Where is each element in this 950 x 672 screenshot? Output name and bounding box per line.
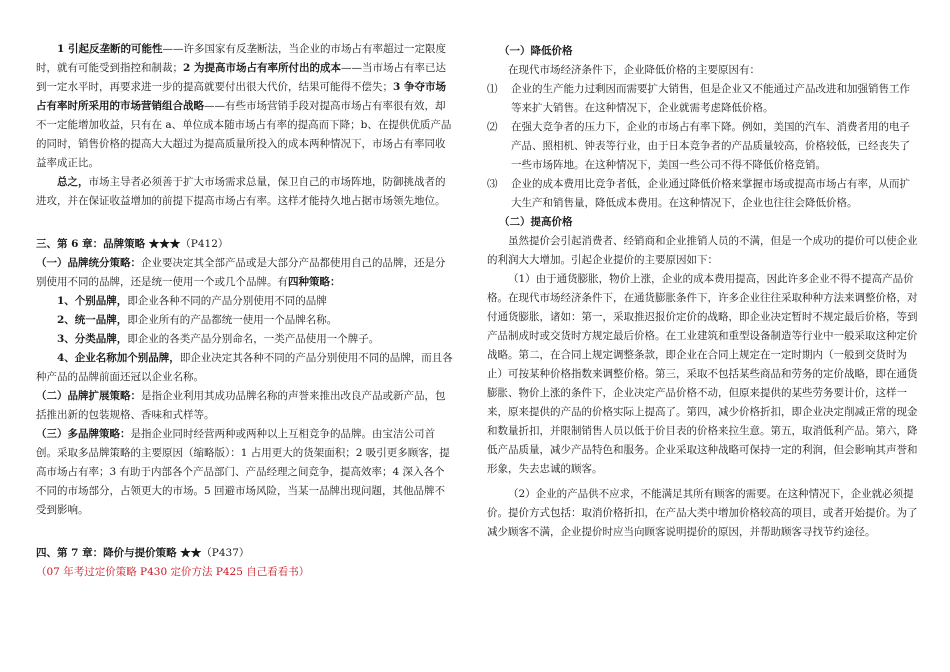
price-cut-heading: （一）降低价格: [499, 45, 573, 57]
price-raise-heading: （二）提高价格: [499, 216, 573, 228]
brand-strategy-item-4: 4、企业名称加个别品牌，即企业决定其各种不同的产品分别使用不同的品牌，而且各种产品的品牌前面还冠以企业名称。: [36, 352, 453, 383]
summary-paragraph: 总之，市场主导者必须善于扩大市场需求总量，保卫自己的市场阵地，防御挑战者的进攻，并在保证收益增加的前提下提高市场占有率。这样才能持久地占据市场领先地位。: [36, 176, 446, 207]
chapter-6-heading: 三、第 6 章：品牌策略 ★★★（P412）: [36, 238, 229, 250]
exam-note: （07 年考过定价策略 P430 定价方法 P425 自己看看书）: [36, 566, 310, 578]
brand-strategy-item-1: 1、个别品牌，即企业各种不同的产品分别使用不同的品牌: [57, 295, 327, 307]
cost-heading: 2 为提高市场占有率所付出的成本: [183, 62, 341, 74]
price-raise-intro: 虽然提价会引起消费者、经销商和企业推销人员的不满，但是一个成功的提价可以使企业的利润大大增加。引起企业提价的主要原因如下：: [487, 235, 918, 266]
brand-strategy-item-2: 2、统一品牌，即企业所有的产品都统一使用一个品牌名称。: [57, 314, 338, 326]
chapter-7-heading: 四、第 7 章：降价与提价策略 ★★（P437）: [36, 547, 250, 559]
price-cut-reason-2: ⑵ 在强大竞争者的压力下，企业的市场占有率下降。例如，美国的汽车、消费者用的电子产品、照相机、钟表等行业，由于日本竞争者的产品质量较高，价格较低，已经丧失了一些市场阵地。在这种情况下，美国一些公司不得不降低价格竞销。: [487, 121, 910, 171]
left-column: [36, 40, 454, 582]
right-column: [487, 42, 919, 542]
price-cut-reason-3: ⑶ 企业的成本费用比竞争者低，企业通过降低价格来掌握市场或提高市场占有率，从而扩大生产和销售量，降低成本费用。在这种情况下，企业也往往会降低价格。: [487, 178, 910, 209]
brand-extension-paragraph: （二）品牌扩展策略：是指企业利用其成功品牌名称的声誉来推出改良产品或新产品，包括推出新的包装规格、香味和式样等。: [36, 390, 446, 421]
price-raise-reason-2: （2）企业的产品供不应求，不能满足其所有顾客的需要。在这种情况下，企业就必须提价。提价方式包括：取消价格折扣，在产品大类中增加价格较高的项目，或者开始提价。为了减少顾客不满，企业提价时应当向顾客说明提价的原因，并帮助顾客寻找节约途径。: [487, 488, 918, 538]
brand-unify-split-paragraph: （一）品牌统分策略：企业要决定其全部产品或是大部分产品都使用自己的品牌，还是分别使用不同的品牌，还是统一使用一个或几个品牌。有四种策略：: [36, 257, 446, 288]
brand-strategy-item-3: 3、分类品牌，即企业的各类产品分别命名，一类产品使用一个牌子。: [57, 333, 380, 345]
price-raise-reason-1: （1）由于通货膨胀，物价上涨，企业的成本费用提高，因此许多企业不得不提高产品价格。在现代市场经济条件下，在通货膨胀条件下，许多企业往往采取种种方法来调整价格，对付通货膨胀，诸如：第一，采取推迟报价定价的战略，即企业决定暂时不规定最后价格，等到产品制成时或交货时方规定最后价格。在工业建筑和重型设备制造等行业中一般采取这种定价战略。第二，在合同上规定调整条款，即企业在合同上规定在一定时期内（一般到交货时为止）可按某种价格指数来调整价格。第三，采取不包括某些商品和劳务的定价战略，即在通货膨胀、物价上涨的条件下，企业决定产品价格不动，但原来提供的某些劳务要计价，这样一来，原来提供的产品的价格实际上提高了。第四，减少价格折扣，即企业决定削减正常的现金和数量折扣，并限制销售人员以低于价目表的价格来拉生意。第五，取消低利产品。第六，降低产品质量，减少产品特色和服务。企业采取这种战略可保持一定的利润，但会影响其声誉和形象，失去忠诚的顾客。: [487, 273, 918, 475]
antitrust-heading: 1 引起反垄断的可能性: [57, 43, 163, 55]
price-cut-reason-1: ⑴ 企业的生产能力过剩因而需要扩大销售，但是企业又不能通过产品改进和加强销售工作等来扩大销售。在这种情况下，企业就需考虑降低价格。: [487, 83, 910, 114]
marketing-mix-heading: 3 争夺市场占有率时所采用的市场营销组合战略: [36, 81, 446, 112]
multi-brand-paragraph: （三）多品牌策略：是指企业同时经营两种或两种以上互相竞争的品牌。由宝洁公司首创。采取多品牌策略的主要原因（缩略版）：1 占用更大的货架面积；2 吸引更多顾客，提高市场占有率；3 有助于内部各个产品部门、产品经理之间竞争，提高效率；4 深入各个不同的市场部分，占领更大的市场。5 回避市场风险，当某一品牌出现问题，其他品牌不受到影响。: [36, 428, 450, 516]
market-share-limits-paragraph: 1 引起反垄断的可能性——许多国家有反垄断法，当企业的市场占有率超过一定限度时，就有可能受到指控和制裁；2 为提高市场占有率所付出的成本——当市场占有率已达到一定水平时，再要求进一步的提高就要付出很大代价，结果可能得不偿失；3 争夺市场占有率时所采用的市场营销组合战略——有些市场营销手段对提高市场占有率很有效，却不一定能增加收益，只有在 a、单位成本随市场占有率的提高而下降；b、在提供优质产品的同时，销售价格的提高大大超过为提高质量所投入的成本两种情况下，市场占有率同收益率成正比。: [36, 43, 452, 169]
price-cut-intro: 在现代市场经济条件下，企业降低价格的主要原因有：: [508, 64, 760, 76]
